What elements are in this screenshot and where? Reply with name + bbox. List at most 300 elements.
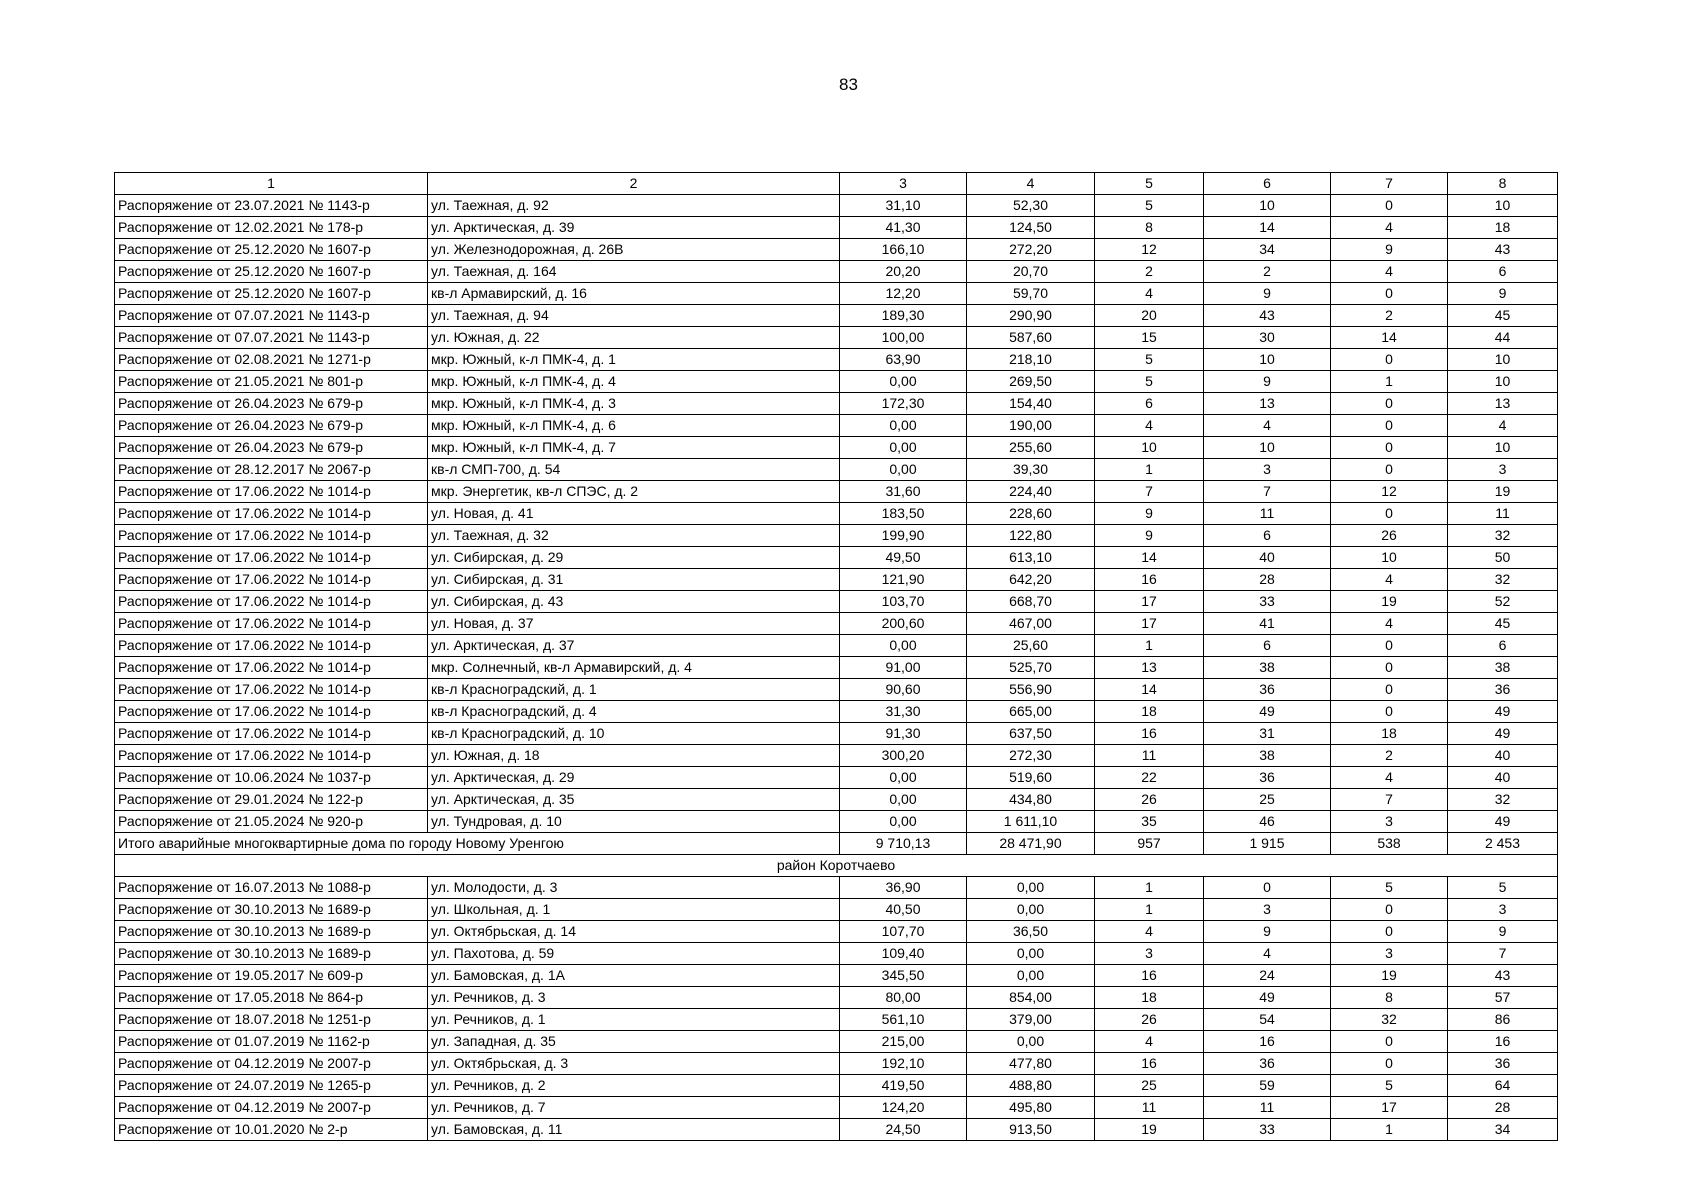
value-cell: 9 [1095,503,1204,525]
value-cell: 12 [1331,481,1448,503]
value-cell: 2 [1331,305,1448,327]
value-cell: 38 [1448,657,1558,679]
address-cell: ул. Железнодорожная, д. 26В [428,239,840,261]
value-cell: 7 [1204,481,1331,503]
value-cell: 255,60 [967,437,1095,459]
column-number-cell: 7 [1331,173,1448,195]
value-cell: 272,30 [967,745,1095,767]
value-cell: 525,70 [967,657,1095,679]
value-cell: 28 [1448,1097,1558,1119]
value-cell: 52,30 [967,195,1095,217]
page-number: 83 [839,75,858,94]
value-cell: 0,00 [967,877,1095,899]
address-cell: кв-л Армавирский, д. 16 [428,283,840,305]
order-cell: Распоряжение от 17.06.2022 № 1014-р [115,547,428,569]
value-cell: 11 [1095,745,1204,767]
value-cell: 13 [1095,657,1204,679]
value-cell: 33 [1204,591,1331,613]
value-cell: 10 [1448,349,1558,371]
order-cell: Распоряжение от 17.06.2022 № 1014-р [115,745,428,767]
table-row [115,393,1558,415]
address-cell: ул. Арктическая, д. 35 [428,789,840,811]
value-cell: 35 [1095,811,1204,833]
table-row [115,679,1558,701]
address-cell: ул. Сибирская, д. 43 [428,591,840,613]
address-cell: ул. Таежная, д. 32 [428,525,840,547]
table-row [115,415,1558,437]
value-cell: 228,60 [967,503,1095,525]
value-cell: 31,60 [840,481,967,503]
value-cell: 9 [1204,921,1331,943]
table-row [115,1053,1558,1075]
order-cell: Распоряжение от 16.07.2013 № 1088-р [115,877,428,899]
value-cell: 6 [1204,635,1331,657]
value-cell: 467,00 [967,613,1095,635]
value-cell: 4 [1095,1031,1204,1053]
value-cell: 0 [1331,437,1448,459]
value-cell: 10 [1331,547,1448,569]
value-cell: 0 [1331,195,1448,217]
order-cell: Распоряжение от 17.06.2022 № 1014-р [115,701,428,723]
value-cell: 419,50 [840,1075,967,1097]
value-cell: 43 [1204,305,1331,327]
value-cell: 4 [1331,767,1448,789]
value-cell: 16 [1204,1031,1331,1053]
section-row [115,855,1558,877]
order-cell: Распоряжение от 04.12.2019 № 2007-р [115,1097,428,1119]
value-cell: 488,80 [967,1075,1095,1097]
value-cell: 0 [1331,393,1448,415]
value-cell: 9 [1204,371,1331,393]
value-cell: 1 [1095,459,1204,481]
column-number-cell: 2 [428,173,840,195]
value-cell: 49 [1204,987,1331,1009]
value-cell: 166,10 [840,239,967,261]
address-cell: ул. Бамовская, д. 11 [428,1119,840,1141]
value-cell: 0 [1331,679,1448,701]
value-cell: 17 [1095,613,1204,635]
value-cell: 32 [1331,1009,1448,1031]
order-cell: Распоряжение от 25.12.2020 № 1607-р [115,261,428,283]
order-cell: Распоряжение от 04.12.2019 № 2007-р [115,1053,428,1075]
value-cell: 36 [1204,767,1331,789]
table-row [115,349,1558,371]
total-row [115,833,1558,855]
value-cell: 10 [1448,371,1558,393]
value-cell: 0,00 [840,459,967,481]
order-cell: Распоряжение от 01.07.2019 № 1162-р [115,1031,428,1053]
address-cell: ул. Таежная, д. 164 [428,261,840,283]
value-cell: 4 [1448,415,1558,437]
value-cell: 4 [1331,261,1448,283]
value-cell: 4 [1204,943,1331,965]
value-cell: 12 [1095,239,1204,261]
order-cell: Распоряжение от 30.10.2013 № 1689-р [115,943,428,965]
value-cell: 4 [1095,415,1204,437]
table-row [115,195,1558,217]
column-number-cell: 6 [1204,173,1331,195]
value-cell: 18 [1448,217,1558,239]
address-cell: ул. Октябрьская, д. 14 [428,921,840,943]
value-cell: 45 [1448,305,1558,327]
value-cell: 0,00 [840,767,967,789]
value-cell: 613,10 [967,547,1095,569]
order-cell: Распоряжение от 21.05.2024 № 920-р [115,811,428,833]
value-cell: 86 [1448,1009,1558,1031]
value-cell: 25,60 [967,635,1095,657]
value-cell: 107,70 [840,921,967,943]
value-cell: 10 [1448,195,1558,217]
value-cell: 18 [1095,987,1204,1009]
value-cell: 913,50 [967,1119,1095,1141]
table-row [115,525,1558,547]
order-cell: Распоряжение от 26.04.2023 № 679-р [115,393,428,415]
value-cell: 49 [1204,701,1331,723]
total-value-cell: 2 453 [1448,833,1558,855]
address-cell: кв-л СМП-700, д. 54 [428,459,840,481]
value-cell: 124,50 [967,217,1095,239]
order-cell: Распоряжение от 10.01.2020 № 2-р [115,1119,428,1141]
value-cell: 7 [1331,789,1448,811]
table-row [115,217,1558,239]
value-cell: 19 [1331,591,1448,613]
order-cell: Распоряжение от 29.01.2024 № 122-р [115,789,428,811]
order-cell: Распоряжение от 19.05.2017 № 609-р [115,965,428,987]
order-cell: Распоряжение от 12.02.2021 № 178-р [115,217,428,239]
value-cell: 0 [1331,415,1448,437]
value-cell: 26 [1095,789,1204,811]
value-cell: 36 [1448,679,1558,701]
table-row [115,1119,1558,1141]
value-cell: 41,30 [840,217,967,239]
order-cell: Распоряжение от 17.06.2022 № 1014-р [115,569,428,591]
order-cell: Распоряжение от 17.06.2022 № 1014-р [115,635,428,657]
value-cell: 3 [1095,943,1204,965]
value-cell: 2 [1331,745,1448,767]
value-cell: 0 [1331,503,1448,525]
value-cell: 18 [1331,723,1448,745]
value-cell: 49 [1448,811,1558,833]
value-cell: 39,30 [967,459,1095,481]
value-cell: 4 [1204,415,1331,437]
value-cell: 190,00 [967,415,1095,437]
value-cell: 5 [1095,371,1204,393]
address-cell: ул. Арктическая, д. 39 [428,217,840,239]
value-cell: 7 [1095,481,1204,503]
value-cell: 36,90 [840,877,967,899]
table-row [115,261,1558,283]
table-row [115,371,1558,393]
address-cell: ул. Сибирская, д. 31 [428,569,840,591]
address-cell: ул. Речников, д. 2 [428,1075,840,1097]
table-row [115,899,1558,921]
order-cell: Распоряжение от 17.06.2022 № 1014-р [115,613,428,635]
total-value-cell: 957 [1095,833,1204,855]
order-cell: Распоряжение от 21.05.2021 № 801-р [115,371,428,393]
value-cell: 9 [1448,921,1558,943]
value-cell: 31,30 [840,701,967,723]
value-cell: 10 [1204,195,1331,217]
value-cell: 587,60 [967,327,1095,349]
order-cell: Распоряжение от 10.06.2024 № 1037-р [115,767,428,789]
value-cell: 19 [1448,481,1558,503]
value-cell: 1 [1095,877,1204,899]
value-cell: 6 [1448,261,1558,283]
value-cell: 224,40 [967,481,1095,503]
address-cell: кв-л Красноградский, д. 4 [428,701,840,723]
value-cell: 40 [1204,547,1331,569]
order-cell: Распоряжение от 18.07.2018 № 1251-р [115,1009,428,1031]
value-cell: 36 [1204,679,1331,701]
value-cell: 49,50 [840,547,967,569]
column-number-cell: 3 [840,173,967,195]
table-row [115,239,1558,261]
value-cell: 9 [1095,525,1204,547]
address-cell: ул. Октябрьская, д. 3 [428,1053,840,1075]
order-cell: Распоряжение от 17.06.2022 № 1014-р [115,525,428,547]
value-cell: 556,90 [967,679,1095,701]
value-cell: 200,60 [840,613,967,635]
total-label-cell: Итого аварийные многоквартирные дома по городу Новому Уренгою [115,833,840,855]
value-cell: 665,00 [967,701,1095,723]
value-cell: 5 [1095,195,1204,217]
total-value-cell: 28 471,90 [967,833,1095,855]
value-cell: 24 [1204,965,1331,987]
address-cell: кв-л Красноградский, д. 10 [428,723,840,745]
value-cell: 199,90 [840,525,967,547]
value-cell: 90,60 [840,679,967,701]
table-row [115,283,1558,305]
value-cell: 124,20 [840,1097,967,1119]
total-value-cell: 1 915 [1204,833,1331,855]
value-cell: 218,10 [967,349,1095,371]
address-cell: ул. Арктическая, д. 37 [428,635,840,657]
value-cell: 0 [1331,701,1448,723]
order-cell: Распоряжение от 28.12.2017 № 2067-р [115,459,428,481]
value-cell: 668,70 [967,591,1095,613]
value-cell: 32 [1448,569,1558,591]
value-cell: 4 [1095,283,1204,305]
value-cell: 8 [1095,217,1204,239]
value-cell: 25 [1204,789,1331,811]
value-cell: 16 [1095,965,1204,987]
table-row [115,657,1558,679]
value-cell: 16 [1448,1031,1558,1053]
value-cell: 2 [1204,261,1331,283]
table-row [115,745,1558,767]
value-cell: 40,50 [840,899,967,921]
address-cell: ул. Западная, д. 35 [428,1031,840,1053]
address-cell: ул. Новая, д. 37 [428,613,840,635]
order-cell: Распоряжение от 07.07.2021 № 1143-р [115,327,428,349]
table-row [115,547,1558,569]
value-cell: 0,00 [840,415,967,437]
value-cell: 45 [1448,613,1558,635]
value-cell: 4 [1331,569,1448,591]
column-number-cell: 4 [967,173,1095,195]
value-cell: 20 [1095,305,1204,327]
table-row [115,1031,1558,1053]
value-cell: 38 [1204,745,1331,767]
value-cell: 1 [1095,635,1204,657]
order-cell: Распоряжение от 07.07.2021 № 1143-р [115,305,428,327]
value-cell: 3 [1331,811,1448,833]
value-cell: 0,00 [840,789,967,811]
value-cell: 26 [1331,525,1448,547]
value-cell: 9 [1331,239,1448,261]
value-cell: 9 [1204,283,1331,305]
value-cell: 215,00 [840,1031,967,1053]
value-cell: 3 [1204,899,1331,921]
total-value-cell: 9 710,13 [840,833,967,855]
value-cell: 40 [1448,745,1558,767]
table-row [115,701,1558,723]
value-cell: 59,70 [967,283,1095,305]
value-cell: 300,20 [840,745,967,767]
value-cell: 0,00 [967,943,1095,965]
value-cell: 0 [1331,921,1448,943]
section-title-cell: район Коротчаево [115,855,1558,877]
address-cell: ул. Пахотова, д. 59 [428,943,840,965]
address-cell: ул. Речников, д. 7 [428,1097,840,1119]
value-cell: 33 [1204,1119,1331,1141]
value-cell: 1 [1331,371,1448,393]
value-cell: 854,00 [967,987,1095,1009]
value-cell: 30 [1204,327,1331,349]
value-cell: 36 [1448,1053,1558,1075]
address-cell: ул. Таежная, д. 92 [428,195,840,217]
value-cell: 0 [1331,1053,1448,1075]
value-cell: 59 [1204,1075,1331,1097]
address-cell: ул. Молодости, д. 3 [428,877,840,899]
value-cell: 183,50 [840,503,967,525]
value-cell: 8 [1331,987,1448,1009]
value-cell: 12,20 [840,283,967,305]
value-cell: 5 [1331,877,1448,899]
value-cell: 91,00 [840,657,967,679]
value-cell: 54 [1204,1009,1331,1031]
order-cell: Распоряжение от 17.06.2022 № 1014-р [115,503,428,525]
value-cell: 18 [1095,701,1204,723]
column-number-cell: 5 [1095,173,1204,195]
value-cell: 32 [1448,789,1558,811]
value-cell: 103,70 [840,591,967,613]
value-cell: 32 [1448,525,1558,547]
value-cell: 17 [1095,591,1204,613]
order-cell: Распоряжение от 24.07.2019 № 1265-р [115,1075,428,1097]
value-cell: 1 611,10 [967,811,1095,833]
order-cell: Распоряжение от 17.06.2022 № 1014-р [115,723,428,745]
table-row [115,503,1558,525]
value-cell: 25 [1095,1075,1204,1097]
order-cell: Распоряжение от 30.10.2013 № 1689-р [115,899,428,921]
value-cell: 4 [1331,613,1448,635]
table-row [115,459,1558,481]
value-cell: 121,90 [840,569,967,591]
address-cell: мкр. Южный, к-л ПМК-4, д. 4 [428,371,840,393]
value-cell: 11 [1204,1097,1331,1119]
value-cell: 0,00 [840,635,967,657]
column-number-cell: 1 [115,173,428,195]
value-cell: 0,00 [967,965,1095,987]
order-cell: Распоряжение от 17.06.2022 № 1014-р [115,591,428,613]
value-cell: 0 [1331,283,1448,305]
value-cell: 43 [1448,239,1558,261]
table-row [115,613,1558,635]
value-cell: 11 [1448,503,1558,525]
table-row [115,591,1558,613]
order-cell: Распоряжение от 17.06.2022 № 1014-р [115,679,428,701]
value-cell: 14 [1095,679,1204,701]
value-cell: 0,00 [840,371,967,393]
value-cell: 17 [1331,1097,1448,1119]
address-cell: ул. Тундровая, д. 10 [428,811,840,833]
order-cell: Распоряжение от 02.08.2021 № 1271-р [115,349,428,371]
value-cell: 0,00 [967,1031,1095,1053]
order-cell: Распоряжение от 25.12.2020 № 1607-р [115,239,428,261]
value-cell: 9 [1448,283,1558,305]
value-cell: 192,10 [840,1053,967,1075]
value-cell: 34 [1204,239,1331,261]
value-cell: 14 [1095,547,1204,569]
value-cell: 6 [1095,393,1204,415]
address-cell: мкр. Солнечный, кв-л Армавирский, д. 4 [428,657,840,679]
value-cell: 637,50 [967,723,1095,745]
table-row [115,767,1558,789]
value-cell: 49 [1448,723,1558,745]
column-number-cell: 8 [1448,173,1558,195]
value-cell: 36,50 [967,921,1095,943]
value-cell: 5 [1331,1075,1448,1097]
value-cell: 4 [1331,217,1448,239]
table-row [115,965,1558,987]
address-cell: ул. Бамовская, д. 1А [428,965,840,987]
address-cell: мкр. Южный, к-л ПМК-4, д. 7 [428,437,840,459]
value-cell: 100,00 [840,327,967,349]
value-cell: 477,80 [967,1053,1095,1075]
table-row [115,1009,1558,1031]
value-cell: 0 [1331,635,1448,657]
value-cell: 14 [1204,217,1331,239]
order-cell: Распоряжение от 25.12.2020 № 1607-р [115,283,428,305]
order-cell: Распоряжение от 26.04.2023 № 679-р [115,415,428,437]
value-cell: 290,90 [967,305,1095,327]
value-cell: 0 [1331,1031,1448,1053]
value-cell: 0 [1331,459,1448,481]
value-cell: 49 [1448,701,1558,723]
table-row [115,789,1558,811]
value-cell: 40 [1448,767,1558,789]
value-cell: 0,00 [840,811,967,833]
value-cell: 14 [1331,327,1448,349]
order-cell: Распоряжение от 17.05.2018 № 864-р [115,987,428,1009]
value-cell: 154,40 [967,393,1095,415]
value-cell: 5 [1095,349,1204,371]
value-cell: 3 [1448,459,1558,481]
address-cell: ул. Речников, д. 3 [428,987,840,1009]
value-cell: 10 [1095,437,1204,459]
table-row [115,943,1558,965]
table-row [115,987,1558,1009]
table-body [115,173,1558,1141]
value-cell: 0 [1331,349,1448,371]
value-cell: 519,60 [967,767,1095,789]
table-row [115,1075,1558,1097]
value-cell: 41 [1204,613,1331,635]
value-cell: 269,50 [967,371,1095,393]
value-cell: 57 [1448,987,1558,1009]
value-cell: 50 [1448,547,1558,569]
